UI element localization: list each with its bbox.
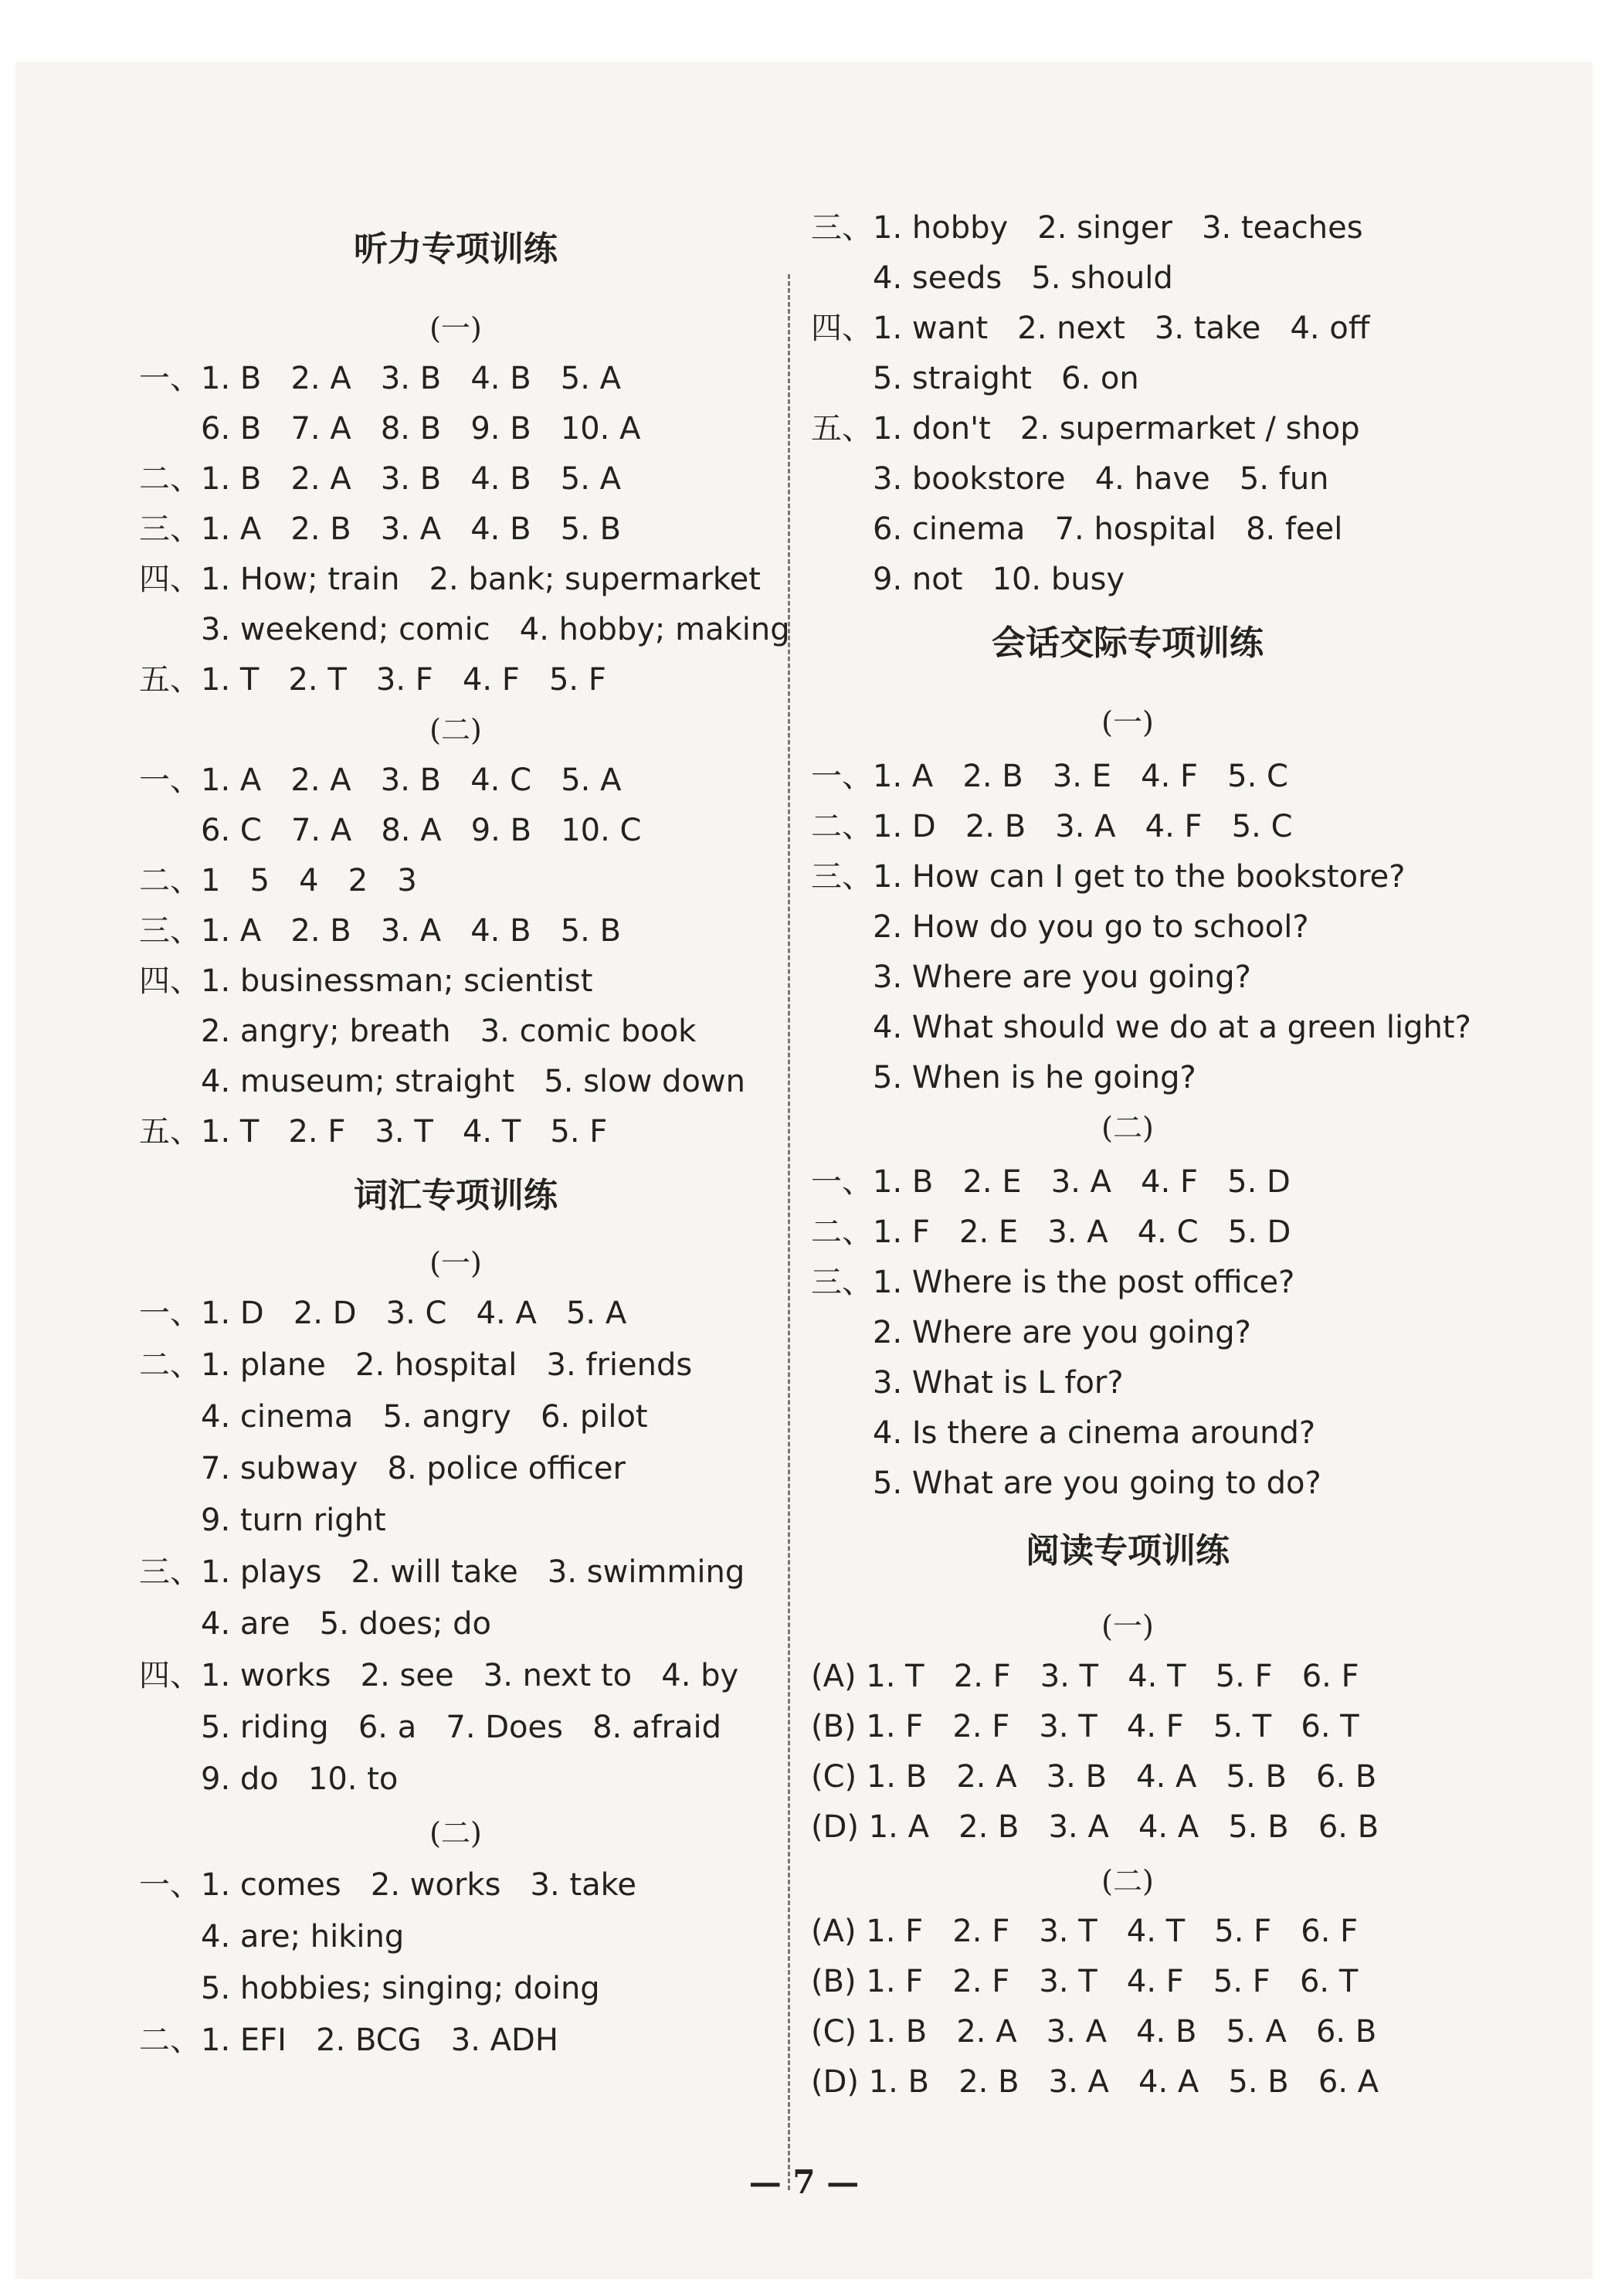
answer-line: 3. Where are you going? <box>873 959 1251 995</box>
answer-line: 二、1. B 2. A 3. B 4. B 5. A <box>139 461 622 497</box>
answer-page <box>15 62 1593 2279</box>
page-number: — 7 — <box>748 2163 860 2201</box>
answer-line: 4. seeds 5. should <box>873 260 1173 296</box>
answer-line: 四、1. How; train 2. bank; supermarket <box>139 562 761 597</box>
answer-line: 三、1. hobby 2. singer 3. teaches <box>811 210 1363 246</box>
section-title-dialogue: 会话交际专项训练 <box>992 623 1264 663</box>
answer-line: 一、1. D 2. D 3. C 4. A 5. A <box>139 1296 627 1331</box>
answer-line: 4. museum; straight 5. slow down <box>201 1064 745 1099</box>
answer-line: 6. cinema 7. hospital 8. feel <box>873 511 1343 547</box>
subsection-heading: (二) <box>429 1816 482 1850</box>
answer-line: 5. riding 6. a 7. Does 8. afraid <box>201 1710 722 1745</box>
subsection-heading: (一) <box>1101 1609 1154 1643</box>
answer-line: 一、1. A 2. A 3. B 4. C 5. A <box>139 763 622 798</box>
subsection-heading: (一) <box>429 311 482 345</box>
answer-line: 五、1. don't 2. supermarket / shop <box>811 411 1360 447</box>
answer-line: 4. Is there a cinema around? <box>873 1415 1316 1451</box>
answer-line: 5. When is he going? <box>873 1060 1196 1095</box>
subsection-heading: (二) <box>429 713 482 747</box>
answer-line: (D) 1. B 2. B 3. A 4. A 5. B 6. A <box>811 2064 1379 2100</box>
answer-line: 2. angry; breath 3. comic book <box>201 1014 697 1049</box>
answer-line: 9. turn right <box>201 1503 386 1538</box>
answer-line: 二、1. D 2. B 3. A 4. F 5. C <box>811 809 1293 844</box>
subsection-heading: (二) <box>1101 1864 1154 1898</box>
answer-line: 9. not 10. busy <box>873 562 1125 597</box>
answer-line: 二、1. F 2. E 3. A 4. C 5. D <box>811 1214 1291 1250</box>
answer-line: 2. Where are you going? <box>873 1315 1251 1350</box>
answer-line: 5. hobbies; singing; doing <box>201 1971 600 2006</box>
answer-line: 五、1. T 2. F 3. T 4. T 5. F <box>139 1114 608 1150</box>
answer-line: (D) 1. A 2. B 3. A 4. A 5. B 6. B <box>811 1809 1379 1845</box>
answer-line: (C) 1. B 2. A 3. B 4. A 5. B 6. B <box>811 1759 1377 1795</box>
answer-line: (B) 1. F 2. F 3. T 4. F 5. F 6. T <box>811 1964 1359 1999</box>
answer-line: 6. C 7. A 8. A 9. B 10. C <box>201 813 642 848</box>
answer-line: 3. bookstore 4. have 5. fun <box>873 461 1329 497</box>
answer-line: 4. are; hiking <box>201 1919 405 1955</box>
answer-line: 5. straight 6. on <box>873 361 1139 396</box>
answer-line: 6. B 7. A 8. B 9. B 10. A <box>201 411 641 447</box>
answer-line: 2. How do you go to school? <box>873 909 1309 945</box>
section-title-reading: 阅读专项训练 <box>1026 1531 1230 1571</box>
answer-line: 7. subway 8. police officer <box>201 1451 626 1486</box>
subsection-heading: (一) <box>429 1246 482 1280</box>
answer-line: 5. What are you going to do? <box>873 1466 1321 1501</box>
answer-line: 一、1. A 2. B 3. E 4. F 5. C <box>811 759 1288 794</box>
column-divider <box>788 274 790 2190</box>
answer-line: 三、1. Where is the post office? <box>811 1265 1295 1300</box>
answer-line: 三、1. A 2. B 3. A 4. B 5. B <box>139 511 622 547</box>
answer-line: 二、1 5 4 2 3 <box>139 863 417 898</box>
section-title-listening: 听力专项训练 <box>354 229 558 269</box>
answer-line: 9. do 10. to <box>201 1761 399 1797</box>
answer-line: 四、1. want 2. next 3. take 4. off <box>811 311 1370 346</box>
answer-line: 三、1. A 2. B 3. A 4. B 5. B <box>139 913 622 949</box>
answer-line: 四、1. businessman; scientist <box>139 963 593 999</box>
subsection-heading: (一) <box>1101 705 1154 739</box>
answer-line: 三、1. plays 2. will take 3. swimming <box>139 1554 745 1590</box>
answer-line: (C) 1. B 2. A 3. A 4. B 5. A 6. B <box>811 2014 1377 2050</box>
answer-line: 一、1. B 2. E 3. A 4. F 5. D <box>811 1164 1291 1200</box>
answer-line: 4. cinema 5. angry 6. pilot <box>201 1399 648 1435</box>
subsection-heading: (二) <box>1101 1111 1154 1145</box>
answer-line: (B) 1. F 2. F 3. T 4. F 5. T 6. T <box>811 1709 1359 1744</box>
section-title-vocab: 词汇专项训练 <box>354 1176 558 1215</box>
answer-line: 3. What is L for? <box>873 1365 1124 1401</box>
answer-line: (A) 1. F 2. F 3. T 4. T 5. F 6. F <box>811 1914 1359 1949</box>
answer-line: 五、1. T 2. T 3. F 4. F 5. F <box>139 662 606 698</box>
answer-line: 二、1. plane 2. hospital 3. friends <box>139 1347 693 1383</box>
answer-line: 4. What should we do at a green light? <box>873 1010 1471 1045</box>
answer-line: 一、1. B 2. A 3. B 4. B 5. A <box>139 361 622 396</box>
answer-line: (A) 1. T 2. F 3. T 4. T 5. F 6. F <box>811 1659 1359 1694</box>
answer-line: 4. are 5. does; do <box>201 1606 491 1642</box>
answer-line: 3. weekend; comic 4. hobby; making <box>201 612 790 647</box>
answer-line: 四、1. works 2. see 3. next to 4. by <box>139 1658 739 1693</box>
answer-line: 一、1. comes 2. works 3. take <box>139 1867 636 1903</box>
answer-line: 二、1. EFI 2. BCG 3. ADH <box>139 2023 558 2058</box>
answer-line: 三、1. How can I get to the bookstore? <box>811 859 1406 895</box>
